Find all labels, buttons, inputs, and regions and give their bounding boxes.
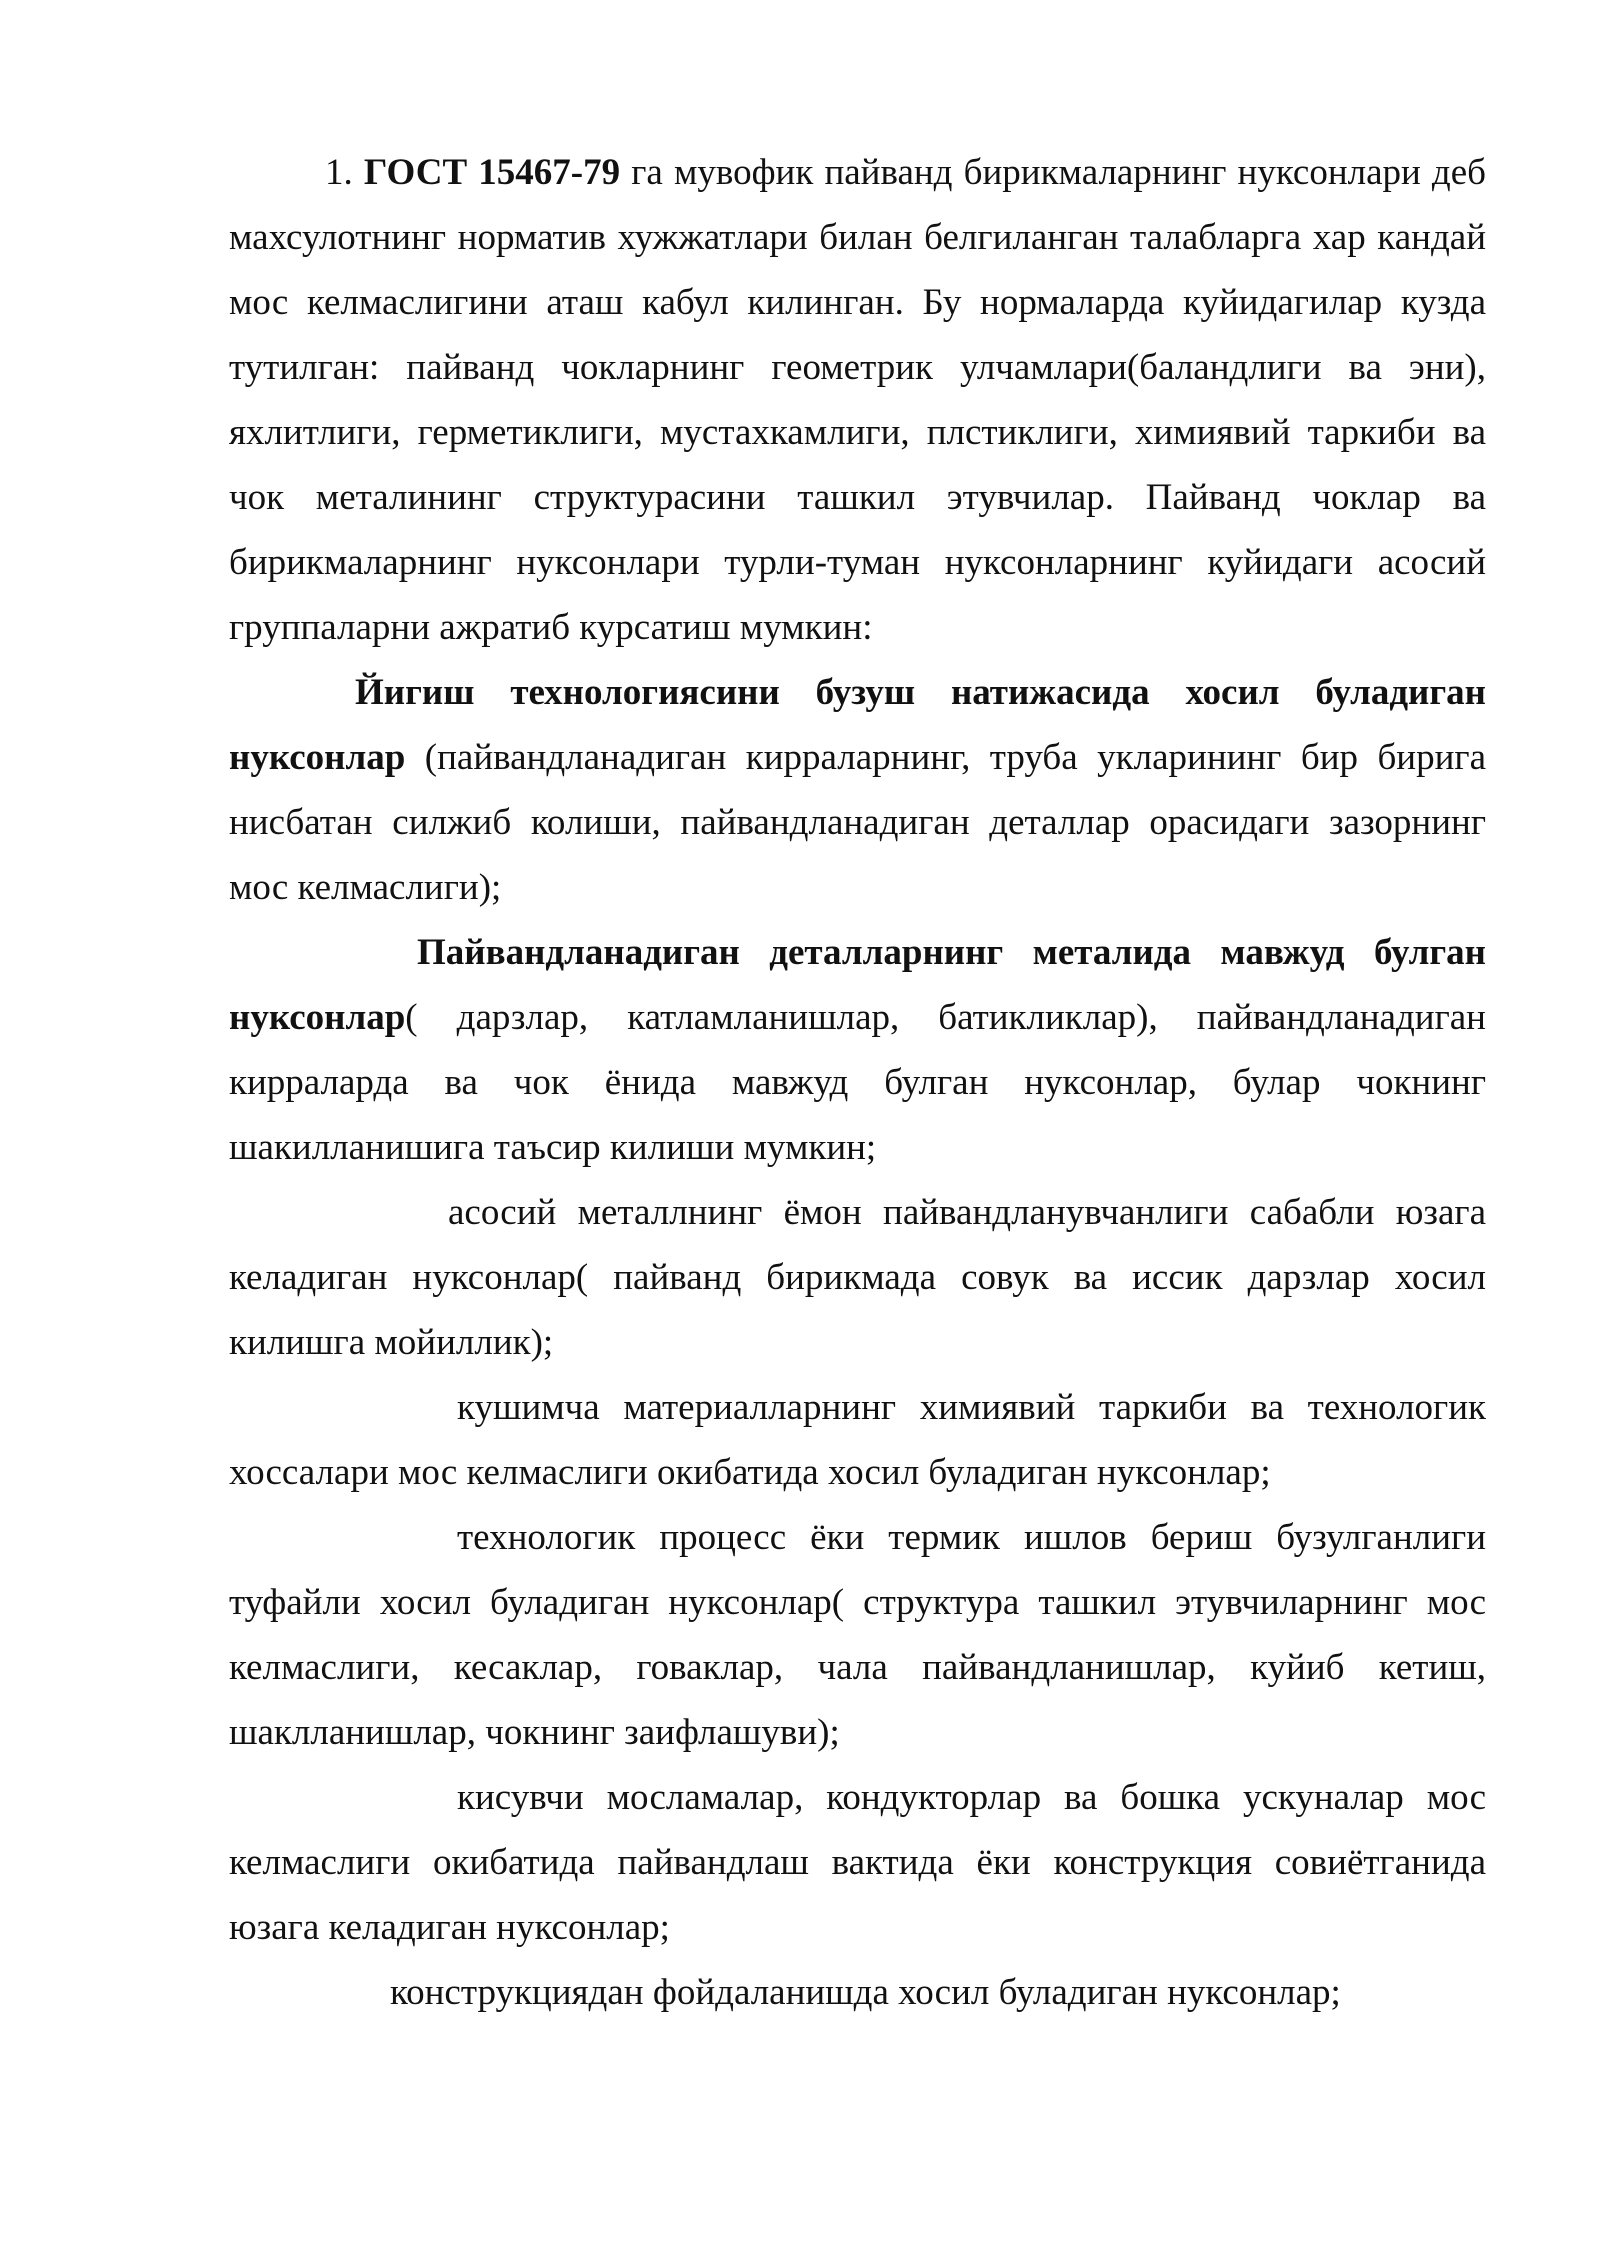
paragraph-assembly-defects (229, 660, 1486, 920)
paragraph-heading: Пайвандланадиган деталларнинг металида мавжуд булган нуксонлар (229, 932, 1486, 1038)
paragraph-gost-definition (229, 140, 1486, 660)
paragraph-process-defects (229, 1505, 1486, 1765)
paragraph-text: га мувофик пайванд бирикмаларнинг нуксонлари деб махсулотнинг норматив хужжатлари билан белгиланган талабларга хар кандай мос келмаслигини аташ кабул килинган. Бу нормаларда куйидагилар кузда тутилган: пайванд чокларнинг геометрик улчамлари(баландлиги ва эни), яхлитлиги, герметиклиги, мустахкамлиги, плстиклиги, химиявий таркиби ва чок металининг структурасини ташкил этувчилар. Пайванд чоклар ва бирикмаларнинг нуксонлари турли-туман нуксонларнинг куйидаги асосий группаларни ажратиб курсатиш мумкин: (229, 152, 1487, 648)
paragraph-base-metal-defects (229, 920, 1486, 1180)
paragraph-text: асосий металлнинг ёмон пайвандланувчанлиги сабабли юзага келадиган нуксонлар( пайванд бирикмада совук ва иссик дарзлар хосил килишга мойиллик); (229, 1192, 1486, 1363)
paragraph-text: (пайвандланадиган кирраларнинг, труба укларининг бир бирига нисбатан силжиб колиши, пайвандланадиган деталлар орасидаги зазорнинг мос келмаслиги); (229, 737, 1486, 908)
paragraph-text: кисувчи мосламалар, кондукторлар ва бошка ускуналар мос келмаслиги окибатида пайвандлаш вактида ёки конструкция совиётганида юзага келадиган нуксонлар; (229, 1777, 1486, 1948)
paragraph-text: ( дарзлар, катламланишлар, батикликлар), пайвандланадиган кирраларда ва чок ёнида мавжуд булган нуксонлар, булар чокнинг шакилланишига таъсир килиши мумкин; (229, 997, 1486, 1168)
standard-reference: ГОСТ 15467-79 (363, 152, 621, 193)
paragraph-text: кушимча материалларнинг химиявий таркиби ва технологик хоссалари мос келмаслиги окибатида хосил буладиган нуксонлар; (229, 1387, 1486, 1493)
document-body (229, 140, 1486, 2025)
paragraph-text: конструкциядан фойдаланишда хосил буладиган нуксонлар; (390, 1972, 1341, 2013)
paragraph-text: технологик процесс ёки термик ишлов бериш бузулганлиги туфайли хосил буладиган нуксонлар( структура ташкил этувчиларнинг мос келмаслиги, кесаклар, говаклар, чала пайвандланишлар, куйиб кетиш, шаклланишлар, чокнинг заифлашуви); (229, 1517, 1486, 1753)
paragraph-number: 1. (325, 152, 353, 193)
paragraph-heading: Йигиш технологиясини бузуш натижасида хосил буладиган нуксонлар (229, 672, 1486, 778)
paragraph-weldability-defects (229, 1180, 1486, 1375)
paragraph-fixture-defects (229, 1765, 1486, 1960)
paragraph-filler-material-defects (229, 1375, 1486, 1505)
paragraph-operation-defects (229, 1960, 1486, 2025)
